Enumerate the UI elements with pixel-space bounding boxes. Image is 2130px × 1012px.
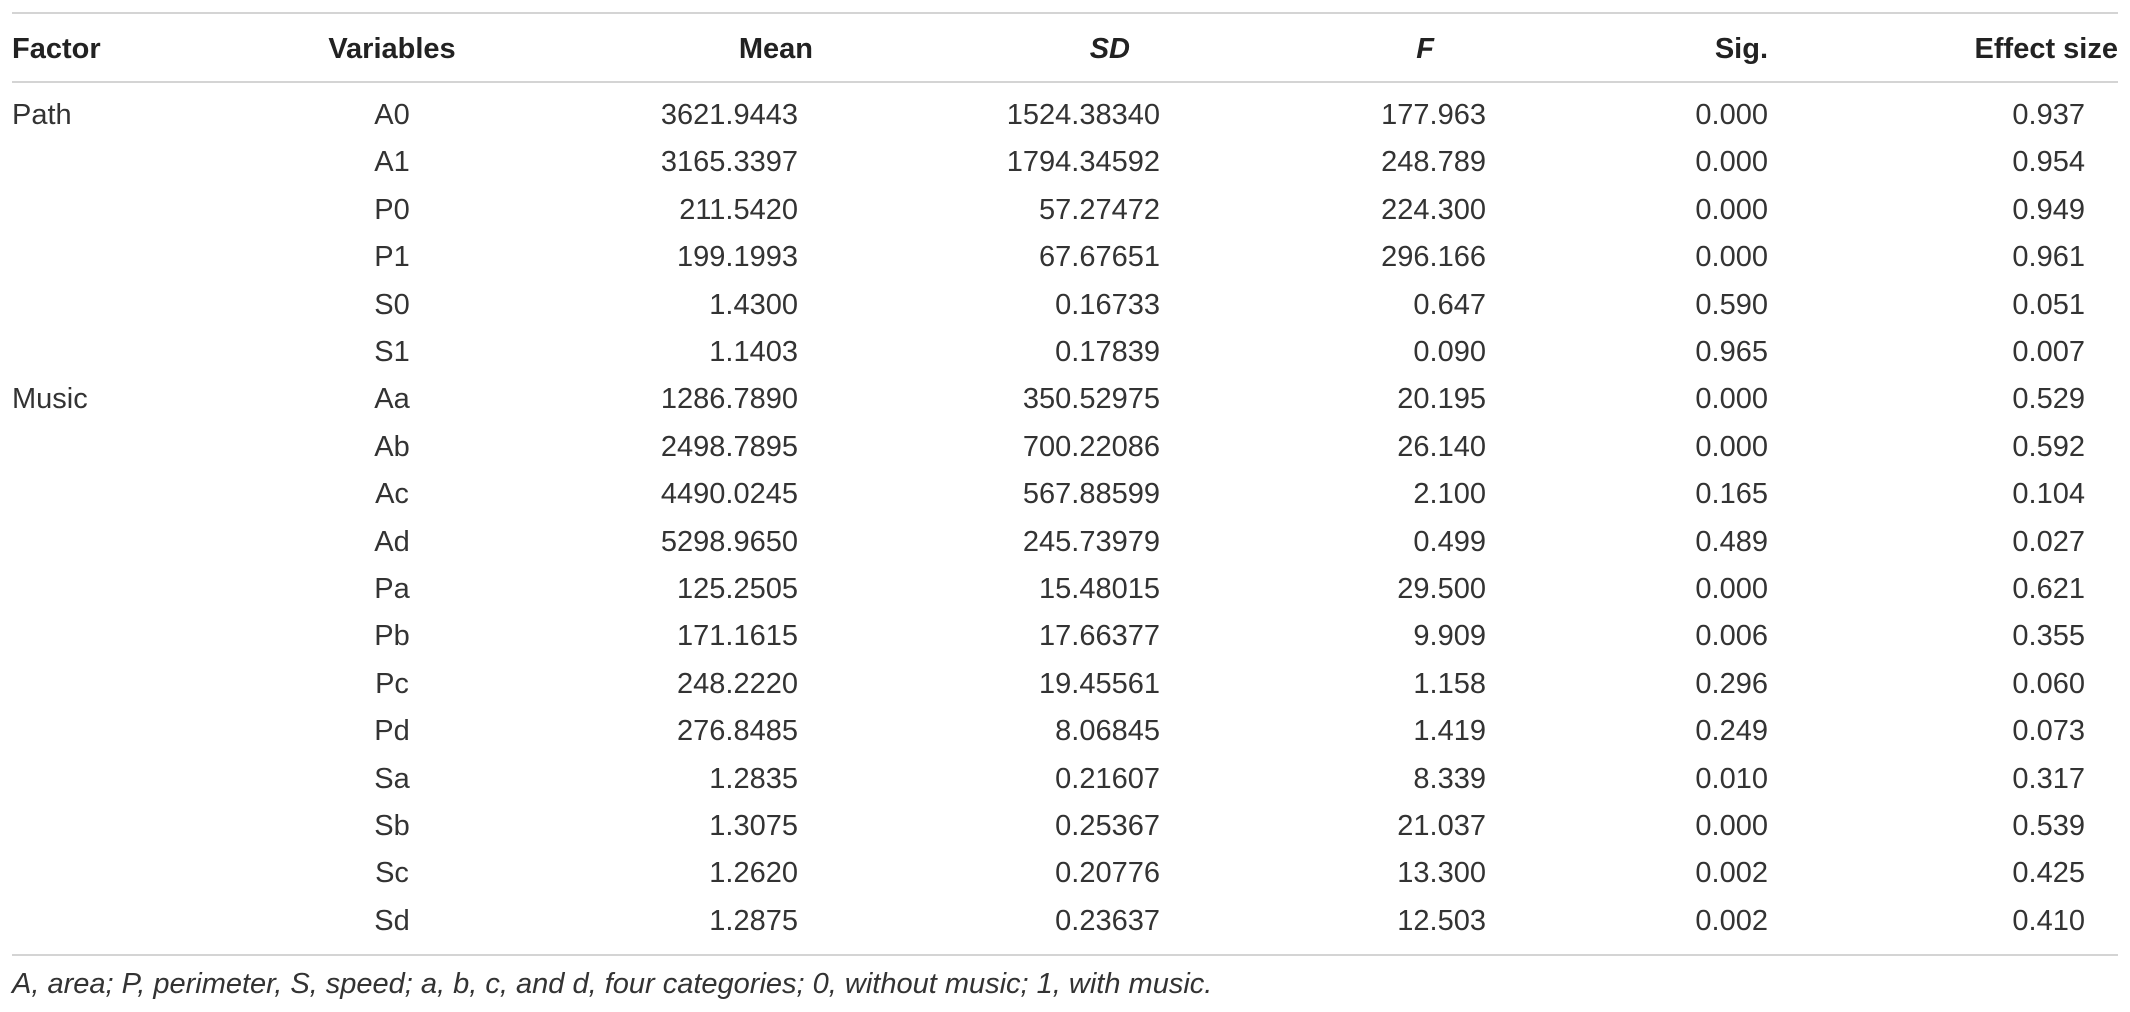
cell-f: 26.140	[1397, 430, 1486, 463]
cell-sd: 1524.38340	[1006, 99, 1160, 131]
table-bottom-rule	[12, 954, 2118, 956]
cell-f: 177.963	[1381, 99, 1486, 131]
cell-variable: A1	[374, 146, 410, 179]
cell-f: 1.419	[1413, 715, 1486, 748]
cell-f: 296.166	[1381, 241, 1486, 274]
table-row	[12, 898, 2118, 945]
table-row	[12, 471, 2118, 518]
cell-f: 2.100	[1413, 478, 1486, 511]
cell-sig: 0.000	[1695, 383, 1768, 416]
cell-effect-size: 0.949	[2012, 193, 2085, 226]
cell-effect-size: 0.529	[2012, 383, 2085, 416]
cell-variable: Ad	[374, 525, 410, 558]
table-row	[12, 376, 2118, 423]
cell-effect-size: 0.317	[2012, 762, 2085, 795]
cell-sd: 1794.34592	[1006, 146, 1160, 179]
cell-f: 9.909	[1413, 620, 1486, 653]
cell-variable: Ab	[374, 430, 410, 463]
cell-variable: Ac	[375, 478, 409, 511]
cell-mean: 1.3075	[709, 810, 798, 842]
cell-effect-size: 0.954	[2012, 146, 2085, 179]
cell-variable: S1	[374, 336, 410, 368]
cell-mean: 3621.9443	[660, 99, 798, 131]
cell-variable: Pd	[374, 715, 410, 748]
table-footnote: A, area; P, perimeter, S, speed; a, b, c, and d, four categories; 0, without music; 1, with music.	[12, 968, 1213, 1000]
cell-sd: 15.48015	[1039, 573, 1160, 605]
cell-mean: 4490.0245	[660, 478, 798, 511]
cell-f: 0.499	[1413, 525, 1486, 558]
table-row	[12, 661, 2118, 708]
cell-sig: 0.000	[1695, 573, 1768, 605]
cell-effect-size: 0.355	[2012, 620, 2085, 653]
cell-effect-size: 0.539	[2012, 810, 2085, 842]
cell-mean: 1.2835	[709, 762, 798, 795]
cell-mean: 248.2220	[677, 667, 798, 700]
cell-effect-size: 0.937	[2012, 99, 2085, 131]
cell-sig: 0.165	[1695, 478, 1768, 511]
table-row	[12, 566, 2118, 613]
cell-f: 8.339	[1413, 762, 1486, 795]
header-f: F	[1416, 33, 1434, 65]
cell-effect-size: 0.592	[2012, 430, 2085, 463]
cell-sd: 700.22086	[1022, 430, 1160, 463]
table-row	[12, 139, 2118, 186]
cell-sig: 0.010	[1695, 762, 1768, 795]
table-row	[12, 708, 2118, 755]
cell-sig: 0.296	[1695, 667, 1768, 700]
cell-mean: 211.5420	[679, 193, 798, 226]
cell-mean: 199.1993	[677, 241, 798, 274]
cell-f: 224.300	[1381, 193, 1486, 226]
cell-effect-size: 0.425	[2012, 857, 2085, 890]
table-row	[12, 424, 2118, 471]
cell-variable: Sb	[374, 810, 410, 842]
cell-variable: Pa	[374, 573, 410, 605]
cell-effect-size: 0.060	[2012, 667, 2085, 700]
cell-sd: 567.88599	[1022, 478, 1160, 511]
cell-sig: 0.965	[1695, 336, 1768, 368]
cell-effect-size: 0.621	[2012, 573, 2085, 605]
header-sd: SD	[1089, 33, 1130, 65]
cell-sig: 0.249	[1695, 715, 1768, 748]
cell-variable: Sc	[375, 857, 409, 890]
header-variables: Variables	[328, 33, 456, 65]
cell-sd: 67.67651	[1039, 241, 1160, 274]
cell-f: 29.500	[1397, 573, 1486, 605]
cell-sig: 0.590	[1695, 288, 1768, 321]
cell-mean: 276.8485	[677, 715, 798, 748]
cell-variable: S0	[374, 288, 410, 321]
header-effect-size: Effect size	[1974, 33, 2118, 65]
table-row	[12, 234, 2118, 281]
cell-effect-size: 0.073	[2012, 715, 2085, 748]
cell-f: 1.158	[1413, 667, 1486, 700]
cell-sd: 0.25367	[1055, 810, 1160, 842]
cell-variable: A0	[374, 99, 410, 131]
cell-mean: 1.2875	[709, 904, 798, 937]
cell-sig: 0.000	[1695, 193, 1768, 226]
cell-variable: Sd	[374, 904, 410, 937]
table-top-rule	[12, 12, 2118, 14]
cell-mean: 1.1403	[709, 336, 798, 368]
cell-sd: 0.20776	[1055, 857, 1160, 890]
header-factor: Factor	[12, 33, 101, 65]
cell-sig: 0.006	[1695, 620, 1768, 653]
cell-mean: 1.4300	[709, 288, 798, 321]
cell-factor: Music	[12, 383, 88, 416]
cell-mean: 171.1615	[677, 620, 798, 653]
cell-f: 0.090	[1413, 336, 1486, 368]
cell-sd: 245.73979	[1022, 525, 1160, 558]
cell-f: 20.195	[1397, 383, 1486, 416]
cell-effect-size: 0.007	[2012, 336, 2085, 368]
cell-variable: Aa	[374, 383, 410, 416]
table-header-rule	[12, 81, 2118, 83]
table-row	[12, 756, 2118, 803]
table-row	[12, 803, 2118, 850]
cell-variable: P1	[374, 241, 410, 274]
cell-sig: 0.489	[1695, 525, 1768, 558]
cell-mean: 5298.9650	[660, 525, 798, 558]
cell-factor: Path	[12, 99, 72, 131]
cell-sig: 0.000	[1695, 146, 1768, 179]
table-row	[12, 519, 2118, 566]
cell-f: 12.503	[1397, 904, 1486, 937]
cell-variable: Pc	[375, 667, 409, 700]
cell-variable: P0	[374, 193, 410, 226]
cell-variable: Sa	[374, 762, 410, 795]
cell-mean: 125.2505	[677, 573, 798, 605]
cell-sd: 0.17839	[1055, 336, 1160, 368]
header-sig: Sig.	[1714, 33, 1768, 65]
cell-variable: Pb	[374, 620, 410, 653]
cell-sig: 0.000	[1695, 430, 1768, 463]
cell-sd: 0.21607	[1055, 762, 1160, 795]
cell-sd: 57.27472	[1039, 193, 1160, 226]
cell-sig: 0.000	[1695, 810, 1768, 842]
cell-effect-size: 0.961	[2012, 241, 2085, 274]
cell-sig: 0.000	[1695, 241, 1768, 274]
table-row	[12, 282, 2118, 329]
table-header-row	[12, 24, 2118, 74]
cell-mean: 1286.7890	[660, 383, 798, 416]
cell-f: 248.789	[1381, 146, 1486, 179]
cell-mean: 3165.3397	[660, 146, 798, 179]
cell-mean: 2498.7895	[660, 430, 798, 463]
cell-sig: 0.000	[1695, 99, 1768, 131]
table-row	[12, 613, 2118, 660]
cell-effect-size: 0.410	[2012, 904, 2085, 937]
cell-sd: 0.23637	[1055, 904, 1160, 937]
table-row	[12, 850, 2118, 897]
cell-sd: 8.06845	[1055, 715, 1160, 748]
cell-sd: 350.52975	[1022, 383, 1160, 416]
table-row	[12, 92, 2118, 139]
cell-f: 13.300	[1397, 857, 1486, 890]
cell-effect-size: 0.104	[2012, 478, 2085, 511]
cell-sig: 0.002	[1695, 904, 1768, 937]
cell-f: 0.647	[1413, 288, 1486, 321]
cell-effect-size: 0.051	[2012, 288, 2085, 321]
cell-mean: 1.2620	[709, 857, 798, 890]
table-row	[12, 187, 2118, 234]
cell-sd: 17.66377	[1039, 620, 1160, 653]
cell-f: 21.037	[1397, 810, 1486, 842]
header-mean: Mean	[738, 33, 813, 65]
cell-sd: 19.45561	[1039, 667, 1160, 700]
cell-sd: 0.16733	[1055, 288, 1160, 321]
cell-effect-size: 0.027	[2012, 525, 2085, 558]
table-row	[12, 329, 2118, 376]
cell-sig: 0.002	[1695, 857, 1768, 890]
